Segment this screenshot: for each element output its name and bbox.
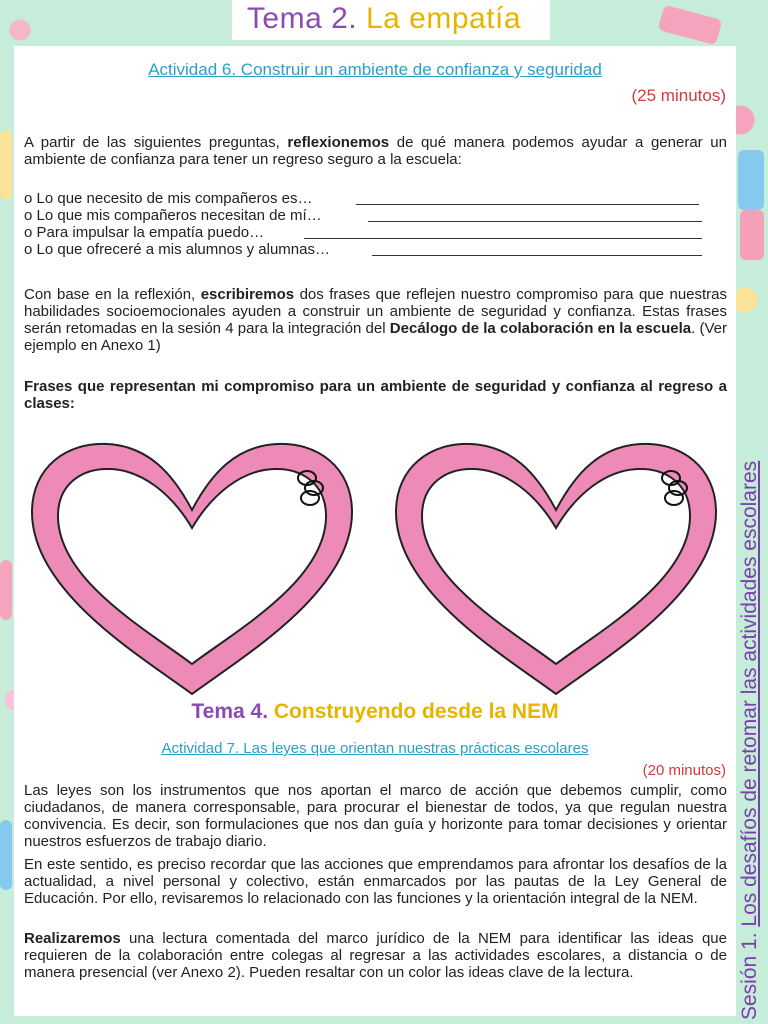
reflection-text: Con base en la reflexión, — [24, 286, 201, 303]
answer-line-4[interactable] — [372, 255, 702, 256]
marker-decoration — [740, 210, 764, 260]
heart-frame-left[interactable] — [22, 432, 362, 712]
heart-inner — [422, 469, 690, 664]
phrases-heading: Frases que representan mi compromiso para un ambiente de seguridad y confianza al regreso a clases: — [24, 378, 727, 412]
answer-line-1[interactable] — [356, 204, 699, 205]
reflection-text-mid: dos frases que reflejen nuestro compromiso para que nuestras habilidades socioemocionales ayuden a construir un ambiente de seguridad y confianza. Estas frases serán retomadas en la sesión 4 para la integración del — [24, 286, 728, 337]
content-page — [14, 46, 736, 1016]
activity6-intro — [24, 134, 727, 168]
activity6-duration: (25 minutos) — [631, 86, 726, 105]
tema4-number: Tema 4. — [191, 700, 269, 723]
para3-text: una lectura comentada del marco jurídico de la NEM para identificar las ideas que requieren de la colaboración entre colegas al regresar a las actividades escolares, a distancia o de manera presencial (ver Anexo 2). Pueden resaltar con un color las ideas clave de la lectura. — [24, 930, 727, 981]
marker-decoration — [0, 820, 12, 890]
session-title: Los desafíos de retomar las actividades escolares — [738, 460, 761, 927]
prompt-4: o Lo que ofreceré a mis alumnos y alumnas… — [24, 241, 330, 258]
activity7-para3 — [24, 930, 727, 981]
tema4-name: Construyendo desde la NEM — [273, 700, 559, 723]
tema-number: Tema 2. — [246, 2, 358, 35]
page-title — [0, 2, 768, 36]
marker-decoration — [738, 150, 764, 210]
para3-bold: Realizaremos — [24, 930, 121, 947]
prompt-3: o Para impulsar la empatía puedo… — [24, 224, 265, 241]
heart-inner — [58, 469, 326, 664]
decalogo-bold: Decálogo de la colaboración en la escuela — [389, 320, 692, 337]
activity7-duration: (20 minutos) — [642, 762, 726, 779]
reflection-text-end: . (Ver ejemplo en Anexo 1) — [24, 320, 727, 354]
prompt-2: o Lo que mis compañeros necesitan de mí… — [24, 207, 322, 224]
activity6-reflection — [24, 286, 727, 354]
tema-name: La empatía — [365, 2, 522, 35]
activity7-title: Actividad 7. Las leyes que orientan nuestras prácticas escolares — [161, 740, 589, 757]
marker-decoration — [0, 130, 12, 200]
answer-line-2[interactable] — [368, 221, 702, 222]
prompt-1: o Lo que necesito de mis compañeros es… — [24, 190, 313, 207]
marker-decoration — [0, 560, 12, 620]
activity6-title: Actividad 6. Construir un ambiente de confianza y seguridad — [148, 60, 602, 79]
intro-text-rest: de qué manera podemos ayudar a generar un ambiente de confianza para tener un regreso seguro a la escuela: — [24, 134, 727, 168]
activity7-para1: Las leyes son los instrumentos que nos aportan el marco de acción que debemos cumplir, como ciudadanos, de manera corresponsable, para procurar el bienestar de todos, ya que regulan nuestra convivencia. Es decir, son formulaciones que nos dan guía y horizonte para tomar decisiones y orientar nuestros esfuerzos de trabajo diario. — [24, 782, 727, 850]
intro-bold: reflexionemos — [287, 134, 390, 151]
heart-frame-right[interactable] — [386, 432, 726, 712]
tema4-heading — [14, 700, 736, 724]
session-sidebar-label — [738, 440, 762, 1020]
intro-text: A partir de las siguientes preguntas, — [24, 134, 288, 151]
reflection-bold: escribiremos — [200, 286, 295, 303]
session-number: Sesión 1. — [738, 932, 761, 1020]
activity7-para2: En este sentido, es preciso recordar que las acciones que emprendamos para afrontar los desafíos de la actualidad, a nivel personal y colectivo, están enmarcados por las pautas de la Ley General de Educación. Por ello, revisaremos lo relacionado con las funciones y la orientación integral de la NEM. — [24, 856, 727, 907]
answer-line-3[interactable] — [304, 238, 702, 239]
